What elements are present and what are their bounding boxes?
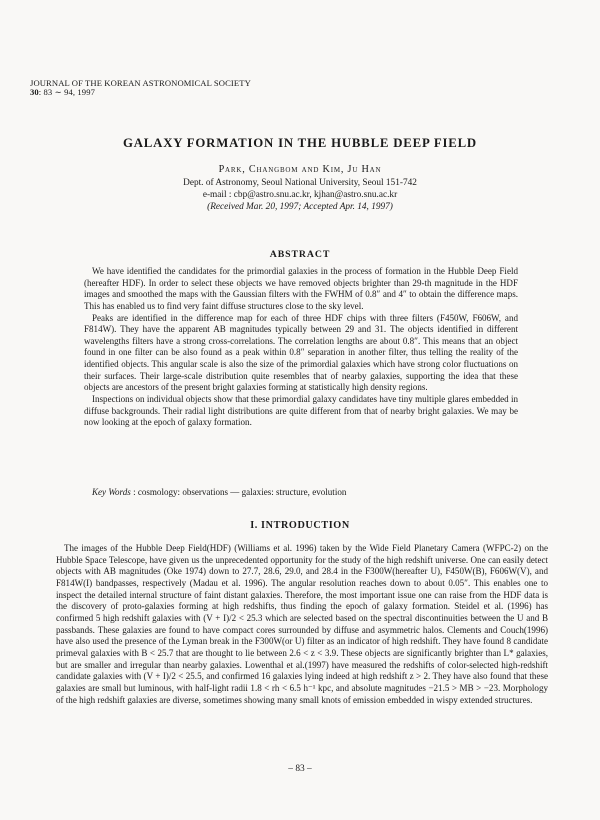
key-words xyxy=(92,487,512,499)
introduction-body xyxy=(56,543,548,706)
introduction-heading: I. INTRODUCTION xyxy=(250,520,350,531)
abstract-heading: ABSTRACT xyxy=(269,249,331,260)
page-number: – 83 – xyxy=(288,764,312,774)
introduction-paragraph: The images of the Hubble Deep Field(HDF) (Williams et al. 1996) taken by the Wide Field Planetary Camera (WFPC-2) on the Hubble Space Telescope, have given us the unprecedented opportunity for the study of the high redshift universe. One can easily detect objects with AB magnitudes (Oke 1974) down to 27.7, 28.6, 29.0, and 28.4 in the F300W(hereafter U), F450W(B), F606W(V), and F814W(I) bandpasses, respectively (Madau et al. 1996). The angular resolution reaches down to about 0.05″. This enables one to inspect the detailed internal structure of faint distant galaxies. Therefore, the most important issue one can raise from the HDF data is the discovery of proto-galaxies forming at high redshifts, thus finding the epoch of galaxy formation. Steidel et al. (1996) has confirmed 5 high redshift galaxies with (V + I)/2 < 25.3 which are selected based on the spectral discontinuities between the U and B passbands. These galaxies are found to have compact cores surrounded by diffuse and asymmetric halos. Clements and Couch(1996) have also used the presence of the Lyman break in the F300W(or U) filter as an indicator of high redshift. They have found 8 candidate primeval galaxies with B < 25.7 that are thought to lie between 2.6 < z < 3.9. These objects are significantly brighter than L* galaxies, but are smaller and irregular than nearby galaxies. Lowenthal et al.(1997) have measured the redshifts of color-selected high-redshift candidate galaxies with (V + I)/2 < 25.5, and confirmed 16 galaxies lying indeed at high redshift z > 2. They have also found that these galaxies are small but luminous, with half-light radii 1.8 < rh < 6.5 h⁻¹ kpc, and absolute magnitudes −21.5 > MB > −23. Morphology of the high redshift galaxies are diverse, sometimes showing many small knots of emission embedded in wispy extended structures. xyxy=(56,543,548,705)
journal-volume-line xyxy=(30,88,251,97)
affiliation-block xyxy=(0,177,600,214)
paper-title: GALAXY FORMATION IN THE HUBBLE DEEP FIELD xyxy=(123,136,477,150)
abstract-body xyxy=(84,266,518,429)
journal-volume: 30 xyxy=(30,87,39,97)
affiliation-dept: Dept. of Astronomy, Seoul National University, Seoul 151-742 xyxy=(183,178,417,188)
abstract-paragraph: We have identified the candidates for the primordial galaxies in the process of formation in the Hubble Deep Field (hereafter HDF). In order to select these objects we have removed objects brighter than 29-th magnitude in the HDF images and smoothed the maps with the Gaussian filters with the FWHM of 0.8″ and 4″ to obtain the difference maps. This has enabled us to find very faint diffuse structures close to the sky level. xyxy=(84,266,518,311)
received-dates: (Received Mar. 20, 1997; Accepted Apr. 14, 1997) xyxy=(207,202,393,213)
key-words-text: : cosmology: observations — galaxies: structure, evolution xyxy=(133,487,347,497)
paper-authors: Park, Changbom and Kim, Ju Han xyxy=(218,164,382,175)
journal-name: JOURNAL OF THE KOREAN ASTRONOMICAL SOCIETY xyxy=(30,78,251,88)
journal-header xyxy=(30,79,251,97)
abstract-paragraph: Inspections on individual objects show that these primordial galaxy candidates have tiny multiple glares embedded in diffuse backgrounds. Their radial light distributions are quite different from that of nearby bright galaxies. We may be now looking at the epoch of galaxy formation. xyxy=(84,393,518,428)
affiliation-email: e-mail : cbp@astro.snu.ac.kr, kjhan@astro.snu.ac.kr xyxy=(202,190,398,201)
key-words-label: Key Words xyxy=(92,487,131,497)
abstract-paragraph: Peaks are identified in the difference map for each of three HDF chips with three filters (F450W, F606W, and F814W). They have the apparent AB magnitudes typically between 29 and 31. The objects identified in different wavelengths filters have a strong cross-correlations. The correlation lengths are about 0.8″. This means that an object found in one filter can be also found as a peak within 0.8″ separation in another filter, thus telling the reality of the identified objects. This angular scale is also the size of the primordial galaxies which have strong color fluctuations on their surfaces. Their large-scale distribution quite resembles that of nearby galaxies, supporting the idea that these objects are ancestors of the present bright galaxies forming at statistically high density regions. xyxy=(84,312,518,393)
journal-pages: : 83 ∼ 94, 1997 xyxy=(38,87,96,97)
